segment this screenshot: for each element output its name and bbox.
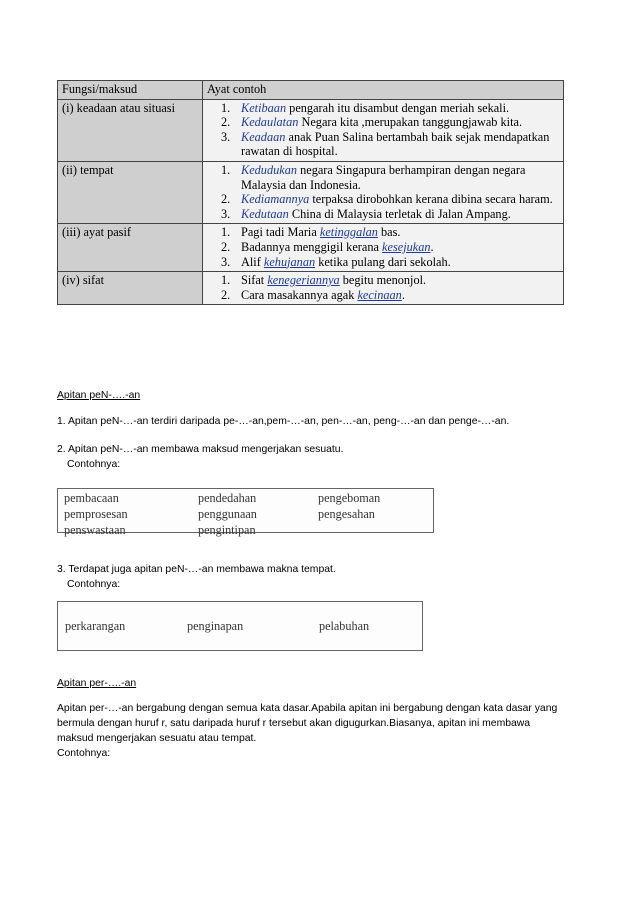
example-number: 2. xyxy=(221,239,231,254)
example-box-1 xyxy=(57,488,434,537)
example-sentence xyxy=(221,288,559,303)
example-prefix: Cara masakannya agak xyxy=(241,287,358,302)
box1-word: pembacaan xyxy=(64,491,119,505)
example-text xyxy=(241,163,559,192)
highlighted-word: kenegeriannya xyxy=(267,273,340,288)
example-number: 2. xyxy=(221,115,231,130)
box1-word: pengesahan xyxy=(318,507,375,521)
example-prefix: Sifat xyxy=(241,273,268,288)
example-number: 1. xyxy=(221,162,231,177)
example-box-1-grid xyxy=(58,489,433,538)
example-rest: terpaksa dirobohkan kerana dibina secara haram. xyxy=(309,192,553,207)
box1-word: pengintipan xyxy=(198,523,256,537)
fungsi-cell: (iv) sifat xyxy=(58,272,203,305)
ayat-cell xyxy=(203,224,564,272)
highlighted-word: kesejukan xyxy=(382,239,431,254)
example-sentence xyxy=(221,225,559,240)
box2-word: perkarangan xyxy=(65,619,126,633)
box1-word: pendedahan xyxy=(198,491,257,505)
example-text xyxy=(241,192,559,207)
box1-word: pengeboman xyxy=(318,491,381,505)
section1-heading: Apitan peN-….-an xyxy=(57,390,141,401)
example-number: 3. xyxy=(221,206,231,221)
example-rest: China di Malaysia terletak di Jalan Ampang. xyxy=(288,206,511,221)
highlighted-word: Kediamannya xyxy=(241,192,310,207)
example-prefix: Badannya menggigil kerana xyxy=(241,239,383,254)
example-rest: anak Puan Salina bertambah baik sejak mendapatkan rawatan di hospital. xyxy=(241,129,550,159)
fungsi-cell: (iii) ayat pasif xyxy=(58,224,203,272)
fungsi-cell: (i) keadaan atau situasi xyxy=(58,99,203,161)
example-text xyxy=(241,240,559,255)
example-prefix: Pagi tadi Maria xyxy=(241,225,320,240)
example-rest: negara Singapura berhampiran dengan negara Malaysia dan Indonesia. xyxy=(241,162,526,192)
example-text xyxy=(241,130,559,159)
table-row xyxy=(58,99,564,161)
ayat-cell xyxy=(203,272,564,305)
table-body xyxy=(58,99,564,305)
example-sentence xyxy=(221,130,559,159)
ayat-cell xyxy=(203,161,564,223)
example-rest: bas. xyxy=(377,225,401,240)
example-sentence xyxy=(221,207,559,222)
section2-contoh: Contohnya: xyxy=(57,748,111,759)
example-sentence xyxy=(221,240,559,255)
example-sentence xyxy=(221,255,559,270)
example-rest: . xyxy=(430,239,434,254)
section1-point3-contoh: Contohnya: xyxy=(67,579,121,590)
example-number: 1. xyxy=(221,225,231,240)
example-text xyxy=(241,255,559,270)
example-number: 2. xyxy=(221,192,231,207)
section1-point2-contoh: Contohnya: xyxy=(67,459,121,470)
header-fungsi: Fungsi/maksud xyxy=(58,81,203,100)
example-box-2-row xyxy=(58,602,422,634)
example-sentence xyxy=(221,115,559,130)
highlighted-word: Kedutaan xyxy=(241,206,289,221)
section2-paragraph: Apitan per-…-an bergabung dengan semua kata dasar.Apabila apitan ini bergabung dengan kata dasar yang bermula dengan huruf r, satu daripada huruf r tersebut akan digugurkan.Biasanya, apitan ini membawa maksud mengerjakan sesuatu atau tempat. xyxy=(57,703,558,744)
example-sentence xyxy=(221,192,559,207)
example-sentence xyxy=(221,101,559,116)
section1-point3: 3. Terdapat juga apitan peN-…-an membawa makna tempat. xyxy=(57,564,336,575)
section2-heading: Apitan per-….-an xyxy=(57,678,137,689)
fungsi-cell: (ii) tempat xyxy=(58,161,203,223)
table-row xyxy=(58,224,564,272)
highlighted-word: kehujanan xyxy=(263,254,316,269)
example-rest: Negara kita ,merupakan tanggungjawab kita. xyxy=(298,115,523,130)
section1-point1: 1. Apitan peN-…-an terdiri daripada pe-…-an,pem-…-an, pen-…-an, peng-…-an dan penge-…-an. xyxy=(57,416,510,427)
example-number: 1. xyxy=(221,273,231,288)
example-text xyxy=(241,273,559,288)
example-number: 3. xyxy=(221,129,231,144)
table-header-row xyxy=(58,81,564,100)
box1-word: pemprosesan xyxy=(64,507,128,521)
highlighted-word: Ketibaan xyxy=(241,100,287,115)
table-row xyxy=(58,161,564,223)
highlighted-word: Kedudukan xyxy=(241,162,298,177)
highlighted-word: Keadaan xyxy=(241,129,286,144)
example-number: 2. xyxy=(221,287,231,302)
example-rest: begitu menonjol. xyxy=(339,273,427,288)
ayat-cell xyxy=(203,99,564,161)
example-box-2 xyxy=(57,601,423,651)
example-rest: pengarah itu disambut dengan meriah sekali. xyxy=(286,100,510,115)
example-number: 3. xyxy=(221,254,231,269)
table-row xyxy=(58,272,564,305)
example-rest: ketika pulang dari sekolah. xyxy=(315,254,451,269)
example-sentence xyxy=(221,163,559,192)
box1-word: penggunaan xyxy=(198,507,257,521)
example-text xyxy=(241,101,559,116)
highlighted-word: kecinaan xyxy=(357,287,402,302)
box2-word: pelabuhan xyxy=(319,619,370,633)
section1-point2: 2. Apitan peN-…-an membawa maksud mengerjakan sesuatu. xyxy=(57,444,344,455)
example-text xyxy=(241,207,559,222)
highlighted-word: ketinggalan xyxy=(319,225,378,240)
example-prefix: Alif xyxy=(241,254,264,269)
highlighted-word: Kedaulatan xyxy=(241,115,299,130)
example-text xyxy=(241,288,559,303)
example-rest: . xyxy=(401,287,405,302)
header-ayat: Ayat contoh xyxy=(203,81,564,100)
example-number: 1. xyxy=(221,100,231,115)
example-text xyxy=(241,225,559,240)
example-sentence xyxy=(221,273,559,288)
box1-word: penswastaan xyxy=(64,523,126,537)
box2-word: penginapan xyxy=(187,619,244,633)
box1-word xyxy=(318,523,438,538)
fungsi-table xyxy=(57,80,564,305)
example-text xyxy=(241,115,559,130)
